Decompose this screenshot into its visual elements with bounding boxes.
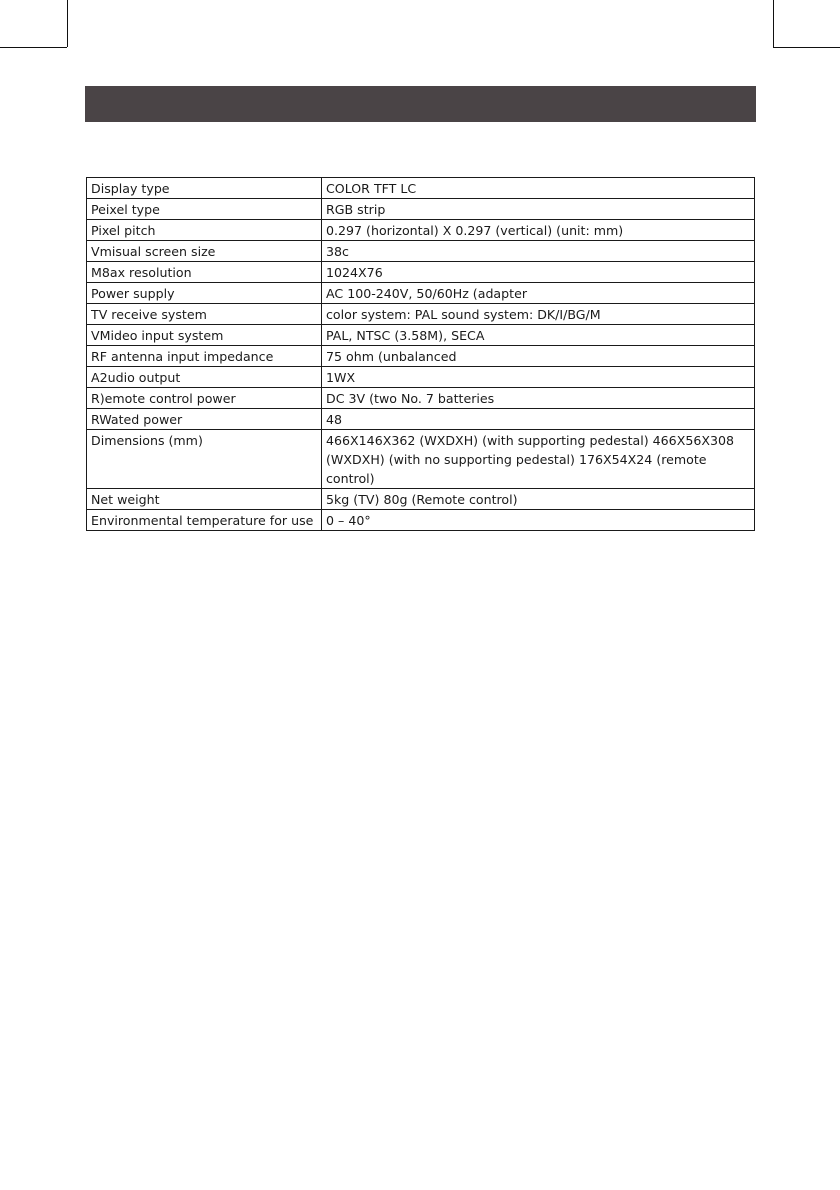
spec-value: 5kg (TV) 80g (Remote control) bbox=[322, 489, 755, 510]
spec-value: 1024X76 bbox=[322, 262, 755, 283]
spec-value: 466X146X362 (WXDXH) (with supporting pedestal) 466X56X308 (WXDXH) (with no supporting pedestal) 176X54X24 (remote control) bbox=[322, 430, 755, 489]
spec-value: color system: PAL sound system: DK/I/BG/M bbox=[322, 304, 755, 325]
spec-label: Pixel pitch bbox=[87, 220, 322, 241]
spec-label: Power supply bbox=[87, 283, 322, 304]
spec-label: Dimensions (mm) bbox=[87, 430, 322, 489]
table-row bbox=[87, 178, 755, 199]
spec-label: M8ax resolution bbox=[87, 262, 322, 283]
table-row bbox=[87, 346, 755, 367]
table-row bbox=[87, 430, 755, 489]
spec-value: COLOR TFT LC bbox=[322, 178, 755, 199]
section-header-band bbox=[85, 86, 756, 122]
crop-mark-top-left-horizontal bbox=[0, 47, 67, 48]
spec-label: Net weight bbox=[87, 489, 322, 510]
table-row bbox=[87, 409, 755, 430]
spec-value: DC 3V (two No. 7 batteries bbox=[322, 388, 755, 409]
table-row bbox=[87, 388, 755, 409]
spec-label: Vmisual screen size bbox=[87, 241, 322, 262]
table-row bbox=[87, 262, 755, 283]
table-row bbox=[87, 220, 755, 241]
spec-label: R)emote control power bbox=[87, 388, 322, 409]
spec-label: RWated power bbox=[87, 409, 322, 430]
specification-table bbox=[86, 177, 755, 531]
spec-value: 1WX bbox=[322, 367, 755, 388]
table-row bbox=[87, 283, 755, 304]
spec-label: Display type bbox=[87, 178, 322, 199]
spec-label: VMideo input system bbox=[87, 325, 322, 346]
table-row bbox=[87, 325, 755, 346]
table-row bbox=[87, 489, 755, 510]
spec-label: Environmental temperature for use bbox=[87, 510, 322, 531]
spec-value: AC 100-240V, 50/60Hz (adapter bbox=[322, 283, 755, 304]
table-row bbox=[87, 304, 755, 325]
spec-label: A2udio output bbox=[87, 367, 322, 388]
crop-mark-top-left-vertical bbox=[67, 0, 68, 47]
table-row bbox=[87, 241, 755, 262]
table-row bbox=[87, 510, 755, 531]
spec-value: PAL, NTSC (3.58M), SECA bbox=[322, 325, 755, 346]
spec-label: Peixel type bbox=[87, 199, 322, 220]
crop-mark-top-right-horizontal bbox=[773, 47, 840, 48]
spec-value: RGB strip bbox=[322, 199, 755, 220]
crop-mark-top-right-vertical bbox=[773, 0, 774, 47]
spec-label: TV receive system bbox=[87, 304, 322, 325]
table-row bbox=[87, 367, 755, 388]
spec-label: RF antenna input impedance bbox=[87, 346, 322, 367]
spec-value: 48 bbox=[322, 409, 755, 430]
spec-value: 0.297 (horizontal) X 0.297 (vertical) (unit: mm) bbox=[322, 220, 755, 241]
spec-value: 0 – 40° bbox=[322, 510, 755, 531]
spec-value: 75 ohm (unbalanced bbox=[322, 346, 755, 367]
table-row bbox=[87, 199, 755, 220]
spec-value: 38c bbox=[322, 241, 755, 262]
